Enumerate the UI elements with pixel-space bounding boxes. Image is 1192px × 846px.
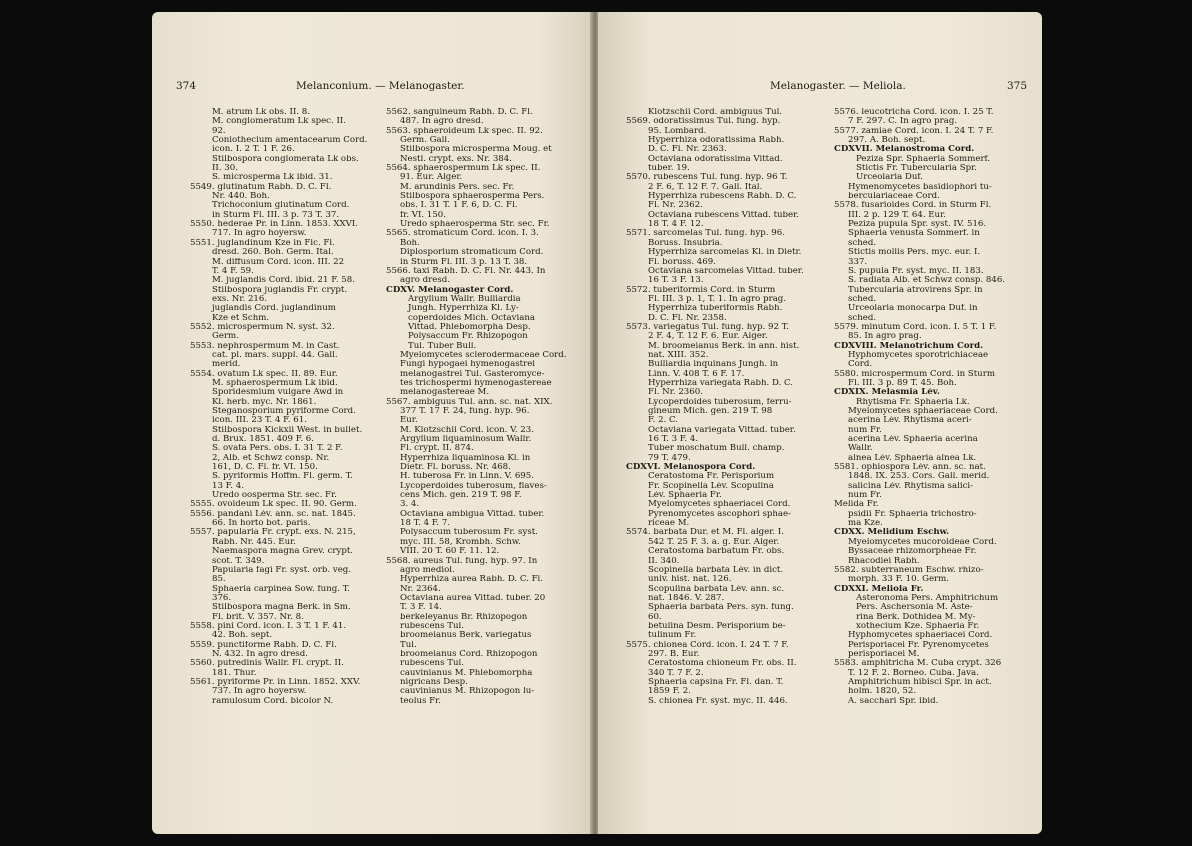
entry-line: 340 T. 7 F. 2. bbox=[648, 668, 704, 678]
entry-line: Vittad. Phlebomorpha Desp. bbox=[408, 322, 531, 332]
entry-line: Rhytisma Fr. Sphaeria Lk. bbox=[856, 397, 970, 407]
entry-line: agro dresd. bbox=[400, 276, 450, 286]
entry-line: Fl. brit. V. 357. Nr. 8. bbox=[212, 612, 304, 622]
entry-line: Fl. III. 3 p. 89 T. 45. Boh. bbox=[848, 378, 957, 388]
entry-line: N. 432. In agro dresd. bbox=[212, 649, 308, 659]
entry-line: Asteronoma Pers. Amphitrichum bbox=[856, 593, 999, 603]
entry-line: Fl. III. 3 p. 1, T. 1. In agro prag. bbox=[648, 294, 787, 304]
entry-line: 376. bbox=[212, 593, 232, 603]
entry-line: Argylium liquaminosum Wallr. bbox=[400, 435, 532, 445]
entry-line: 5581. ophiospora Lév. ann. sc. nat. bbox=[834, 463, 986, 473]
entry-line: 5557. papularia Fr. crypt. exs. N. 215, bbox=[190, 528, 356, 538]
entry-line: berculariaceae Cord. bbox=[848, 192, 940, 202]
entry-line: d. Brux. 1851. 409 F. 6. bbox=[212, 435, 314, 445]
entry-line: nigricans Desp. bbox=[400, 677, 468, 687]
entry-line: xothecium Kze. Sphaeria Fr. bbox=[856, 621, 980, 631]
entry-line: 5564. sphaerospermum Lk spec. II. bbox=[386, 164, 541, 174]
entry-line: merid. bbox=[212, 360, 241, 370]
entry-line: 3. 4. bbox=[400, 500, 420, 510]
entry-line: 5575. chionea Cord. icon. I. 24 T. 7 F. bbox=[626, 640, 789, 650]
entry-line: coperdoides Mich. Octaviana bbox=[408, 313, 536, 323]
entry-line: Kze et Schm. bbox=[212, 313, 270, 323]
entry-line: juglandis Cord. juglandinum bbox=[212, 304, 336, 314]
entry-line: 18 T. 4 F. 7. bbox=[400, 519, 451, 529]
entry-line: S. ovata Pers. obs. I. 31 T. 2 F. bbox=[212, 444, 343, 454]
entry-line: Tuber moschatum Bull. champ. bbox=[648, 444, 785, 454]
entry-line: Hyperrhiza sarcomelas Kl. in Dietr. bbox=[648, 248, 802, 258]
entry-line: rubescens Tul. bbox=[400, 659, 464, 669]
entry-line: broomeianus Berk. variegatus bbox=[400, 631, 532, 641]
entry-line: 5561. pyriforme Pr. in Linn. 1852. XXV. bbox=[190, 677, 361, 687]
entry-line: Polysaccum tuberosum Fr. syst. bbox=[400, 528, 538, 538]
entry-line: 5576. leucotricha Cord. icon. I. 25 T. bbox=[834, 108, 994, 117]
entry-line: teolus Fr. bbox=[400, 696, 441, 706]
entry-line: M. broomeianus Berk. in ann. hist. bbox=[648, 341, 800, 351]
entry-line: 5555. ovoideum Lk spec. II. 90. Germ. bbox=[190, 500, 357, 510]
entry-line: 5551. juglandinum Kze in Flc. Fl. bbox=[190, 238, 335, 248]
entry-line: Sphaeria barbata Pers. syn. fung. bbox=[648, 603, 794, 613]
entry-line: D. C. Fl. Nr. 2358. bbox=[648, 313, 727, 323]
entry-line: 5578. fusarioides Cord. in Sturm Fl. bbox=[834, 201, 992, 211]
entry-line: Sporidesmium vulgare Awd in bbox=[212, 388, 344, 398]
entry-line: Hyphomycetes sphaeriacei Cord. bbox=[848, 631, 993, 641]
entry-line: Urceolaria monocarpa Duf. in bbox=[848, 304, 978, 314]
entry-line: Scopulina barbata Lév. ann. sc. bbox=[648, 584, 785, 594]
entry-line: nat. 1846. V. 287. bbox=[648, 593, 725, 603]
entry-line: cat. pl. mars. suppl. 44. Gall. bbox=[212, 350, 338, 360]
entry-line: Octaviana odoratissima Vittad. bbox=[648, 154, 783, 164]
entry-line: acerina Lév. Sphaeria acerina bbox=[848, 435, 978, 445]
entry-line: 161, D. C. Fl. fr. VI. 150. bbox=[212, 463, 318, 473]
entry-line: 5582. subterraneum Eschw. rhizo- bbox=[834, 565, 984, 575]
right-page bbox=[598, 12, 1042, 834]
entry-line: Cord. bbox=[848, 360, 873, 370]
entry-line: Boh. bbox=[400, 238, 420, 248]
entry-line: myc. III. 58, Krombh. Schw. bbox=[400, 537, 521, 547]
entry-line: II. 340. bbox=[648, 556, 680, 566]
right-page-header-title: Melanogaster. — Meliola. bbox=[770, 80, 906, 92]
entry-line: CDXXI. Meliola Fr. bbox=[834, 584, 924, 594]
entry-line: Rabh. Nr. 445. Eur. bbox=[212, 537, 297, 547]
entry-line: 16 T. 3 F. 4. bbox=[648, 435, 699, 445]
entry-line: 5562. sanguineum Rabh. D. C. Fl. bbox=[386, 108, 533, 117]
entry-line: Melida Fr. bbox=[834, 500, 879, 510]
entry-line: 5574. barbata Dur. et M. Fl. alger. I. bbox=[626, 528, 784, 538]
left-page-header-title: Melanconium. — Melanogaster. bbox=[296, 80, 465, 92]
entry-line: Myelomycetes sclerodermaceae Cord. bbox=[400, 350, 567, 360]
entry-line: Stilbospora sphaerosperma Pers. bbox=[400, 192, 545, 202]
entry-line: Kl. herb. myc. Nr. 1861. bbox=[212, 397, 317, 407]
entry-line: 5563. sphaeroideum Lk spec. II. 92. bbox=[386, 126, 543, 136]
entry-line: 5570. rubescens Tul. fung. hyp. 96 T. bbox=[626, 173, 788, 183]
entry-line: Peziza pupula Spr. syst. IV. 516. bbox=[848, 220, 987, 230]
entry-line: 2 F. 4, T. 12 F. 6. Eur. Alger. bbox=[648, 332, 768, 342]
entry-line: Papularia fagi Fr. syst. orb. veg. bbox=[212, 565, 352, 575]
entry-line: Hyperrhiza tuberiformis Rabh. bbox=[648, 304, 783, 314]
entry-line: num Fr. bbox=[848, 491, 882, 501]
entry-line: CDXX. Melidium Eschw. bbox=[834, 528, 950, 538]
entry-line: Myelomycetes sphaeriacei Cord. bbox=[648, 500, 791, 510]
entry-line: Stilbospora magna Berk. in Sm. bbox=[212, 603, 351, 613]
book-spread bbox=[152, 12, 1042, 834]
entry-line: 5552. microspermum N. syst. 32. bbox=[190, 322, 335, 332]
entry-line: M. Klotzschii Cord. icon. V. 23. bbox=[400, 425, 534, 435]
entry-line: betulina Desm. Perisporium be- bbox=[648, 621, 786, 631]
entry-line: 5579. minutum Cord. icon. I. 5 T. 1 F. bbox=[834, 322, 997, 332]
entry-line: CDXVI. Melanospora Cord. bbox=[626, 463, 756, 473]
entry-line: exs. Nr. 216. bbox=[212, 294, 268, 304]
entry-line: 5583. amphitricha M. Cuba crypt. 326 bbox=[834, 659, 1002, 669]
entry-line: 5580. microspermum Cord. in Sturm bbox=[834, 369, 995, 379]
entry-line: M. sphaerospermum Lk ibid. bbox=[212, 378, 338, 388]
entry-line: cauvinianus M. Phlebomorpha bbox=[400, 668, 533, 678]
entry-line: 92. bbox=[212, 126, 226, 136]
entry-line: S. microsperma Lk ibid. 31. bbox=[212, 173, 333, 183]
entry-line: Lév. Sphaeria Fr. bbox=[648, 491, 722, 501]
entry-line: Fr. Scopinella Lév. Scopulina bbox=[648, 481, 774, 491]
entry-line: 737. In agro hoyersw. bbox=[212, 687, 307, 697]
entry-line: 85. In agro prag. bbox=[848, 332, 922, 342]
entry-line: 18 T. 4 F. 12. bbox=[648, 220, 704, 230]
entry-line: CDXVII. Melanostroma Cord. bbox=[834, 145, 975, 155]
entry-line: Boruss. Insubria. bbox=[648, 238, 723, 248]
entry-line: Amphitrichum hibisci Spr. in act. bbox=[848, 677, 992, 687]
entry-line: 5549. glutinatum Rabh. D. C. Fl. bbox=[190, 182, 332, 192]
entry-line: Fl. Nr. 2360. bbox=[648, 388, 703, 398]
entry-line: S. chionea Fr. syst. myc. II. 446. bbox=[648, 696, 788, 706]
entry-line: 5556. pandani Lév. ann. sc. nat. 1845. bbox=[190, 509, 356, 519]
entry-line: 5571. sarcomelas Tul. fung. hyp. 96. bbox=[626, 229, 785, 239]
entry-line: acerina Lév. Rhytisma aceri- bbox=[848, 416, 972, 426]
entry-line: Jungh. Hyperrhiza Kl. Ly- bbox=[408, 304, 519, 314]
entry-line: Linn. V. 408 T. 6 F. 17. bbox=[648, 369, 745, 379]
entry-line: agro mediol. bbox=[400, 565, 455, 575]
left-page bbox=[152, 12, 592, 834]
entry-line: 7 F. 297. C. In agro prag. bbox=[848, 117, 958, 127]
entry-line: 60. bbox=[648, 612, 662, 622]
entry-line: Trichoconium glutinatum Cord. bbox=[212, 201, 350, 211]
entry-line: 42. Boh. sept. bbox=[212, 631, 273, 641]
entry-line: Stilbospora juglandis Fr. crypt. bbox=[212, 285, 348, 295]
entry-line: Octaviana rubescens Vittad. tuber. bbox=[648, 210, 800, 220]
entry-line: melanogastereae M. bbox=[400, 388, 490, 398]
entry-line: perisporiacei M. bbox=[848, 649, 920, 659]
entry-line: Stilbospora microsperma Moug. et bbox=[400, 145, 552, 155]
entry-line: broomeianus Cord. Rhizopogon bbox=[400, 649, 538, 659]
entry-line: 66. In horto bot. paris. bbox=[212, 519, 311, 529]
entry-line: Hyphomycetes sporotrichiaceae bbox=[848, 350, 989, 360]
entry-line: 5550. hederae Pr. in Linn. 1853. XXVI. bbox=[190, 220, 358, 230]
entry-line: T. 3 F. 14. bbox=[400, 603, 442, 613]
entry-line: riceae M. bbox=[648, 519, 690, 529]
entry-line: 16 T. 3 F. 13. bbox=[648, 276, 704, 286]
entry-line: Tul. bbox=[400, 640, 417, 650]
right-page-number: 375 bbox=[1006, 80, 1027, 92]
entry-line: Fl. boruss. 469. bbox=[648, 257, 716, 267]
entry-line: T. 12 F. 2. Borneo. Cuba. Java. bbox=[848, 668, 979, 678]
entry-line: gineum Mich. gen. 219 T. 98 bbox=[648, 407, 773, 416]
entry-line: S. pupula Fr. syst. myc. II. 183. bbox=[848, 266, 984, 276]
entry-line: Nestl. crypt. exs. Nr. 384. bbox=[400, 154, 512, 164]
entry-line: Octaviana ambigua Vittad. tuber. bbox=[400, 509, 545, 519]
entry-line: 5565. stromaticum Cord. icon. I. 3. bbox=[386, 229, 539, 239]
entry-line: 5577. zamiae Cord. icon. I. 24 T. 7 F. bbox=[834, 126, 994, 136]
entry-line: 5559. punctiforme Rabh. D. C. Fl. bbox=[190, 640, 337, 650]
entry-line: tuber. 19. bbox=[648, 164, 690, 174]
entry-line: Hyperrhiza variegata Rabh. D. C. bbox=[648, 378, 794, 388]
entry-line: Stilbospora Kickxii West. in bullet. bbox=[212, 425, 363, 435]
entry-line: 5567. ambiguus Tul. ann. sc. nat. XIX. bbox=[386, 397, 553, 407]
entry-line: Ceratostoma Fr. Perisporium bbox=[648, 472, 775, 482]
entry-line: Ceratostoma barbatum Fr. obs. bbox=[648, 547, 785, 557]
entry-line: Ceratostoma chioneum Fr. obs. II. bbox=[648, 659, 797, 669]
entry-line: II. 30. bbox=[212, 164, 238, 174]
entry-line: icon. III. 23 T. 4 F. 61. bbox=[212, 416, 307, 426]
entry-line: psidii Fr. Sphaeria trichostro- bbox=[848, 509, 977, 519]
entry-line: 95. Lombard. bbox=[648, 126, 707, 136]
entry-line: CDXV. Melanogaster Cord. bbox=[386, 285, 514, 295]
entry-line: 5553. nephrospermum M. in Cast. bbox=[190, 341, 340, 351]
entry-line: icon. I. 2 T. 1 F. 26. bbox=[212, 145, 295, 155]
entry-line: Hyperrhiza liquaminosa Kl. in bbox=[400, 453, 531, 463]
right-column-2 bbox=[834, 108, 1028, 706]
entry-line: Sphaeria carpinea Sow. fung. T. bbox=[212, 584, 350, 594]
entry-line: cens Mich. gen. 219 T. 98 F. bbox=[400, 491, 522, 501]
entry-line: Stilbospora conglomerata Lk obs. bbox=[212, 154, 359, 164]
entry-line: Uredo sphaerosperma Str. sec. Fr. bbox=[400, 220, 550, 230]
entry-line: Bulliardia inquinans Jungh. in bbox=[648, 360, 779, 370]
entry-line: Stictis Fr. Tubercularia Spr. bbox=[856, 164, 978, 174]
entry-line: Tul. Tuber Bull. bbox=[408, 341, 477, 351]
entry-line: Fungi hypogaei hymenogastrei bbox=[400, 360, 536, 370]
entry-line: Germ. Gall. bbox=[400, 136, 450, 146]
entry-line: Pyrenomycetes ascophori sphae- bbox=[648, 509, 792, 519]
entry-line: M. arundinis Pers. sec. Fr. bbox=[400, 182, 515, 192]
entry-line: Sphaeria venusta Sommerf. in bbox=[848, 229, 980, 239]
entry-line: 5558. pini Cord. icon. I. 3 T. 1 F. 41. bbox=[190, 621, 347, 631]
entry-line: morph. 33 F. 10. Germ. bbox=[848, 575, 950, 585]
entry-line: M. atrum Lk obs. II. 8. bbox=[212, 108, 311, 117]
left-page-header bbox=[176, 80, 571, 92]
entry-line: M. juglandis Cord. ibid. 21 F. 58. bbox=[212, 276, 355, 286]
entry-line: Steganosporium pyriforme Cord. bbox=[212, 407, 356, 416]
entry-line: Hyperrhiza odoratissima Rabh. bbox=[648, 136, 785, 146]
entry-line: Scopinella barbata Lév. in dict. bbox=[648, 565, 784, 575]
entry-line: 542 T. 25 F. 3. a. g. Eur. Alger. bbox=[648, 537, 780, 547]
entry-line: 5569. odoratissimus Tul. fung. hyp. bbox=[626, 117, 781, 127]
entry-line: Klotzschii Cord. ambiguus Tul. bbox=[648, 108, 783, 117]
entry-line: 5573. variegatus Tul. fung. hyp. 92 T. bbox=[626, 322, 789, 332]
entry-line: Lycoperdoides tuberosum, ferru- bbox=[648, 397, 792, 407]
entry-line: Perisporiacei Fr. Pyrenomycetes bbox=[848, 640, 989, 650]
entry-line: Tubercularia atrovirens Spr. in bbox=[848, 285, 983, 295]
entry-line: tulinum Fr. bbox=[648, 631, 697, 641]
entry-line: 487. In agro dresd. bbox=[400, 117, 484, 127]
entry-line: Dietr. Fl. boruss. Nr. 468. bbox=[400, 463, 511, 473]
entry-line: 2, Alb. et Schwz consp. Nr. bbox=[212, 453, 330, 463]
entry-line: Byssaceae rhizomorpheae Fr. bbox=[848, 547, 977, 557]
entry-line: 1859 F. 2. bbox=[648, 687, 691, 697]
entry-line: M. conglomeratum Lk spec. II. bbox=[212, 117, 346, 127]
entry-line: T. 4 F. 59. bbox=[212, 266, 254, 276]
entry-line: 5568. aureus Tul. fung. hyp. 97. In bbox=[386, 556, 538, 566]
entry-line: scot. T. 349. bbox=[212, 556, 265, 566]
entry-line: CDXVIII. Melanotrichum Cord. bbox=[834, 341, 984, 351]
entry-line: Pers. Aschersonia M. Aste- bbox=[856, 603, 973, 613]
entry-line: Octaviana variegata Vittad. tuber. bbox=[648, 425, 796, 435]
entry-line: 181. Thur. bbox=[212, 668, 257, 678]
entry-line: 5554. ovatum Lk spec. II. 89. Eur. bbox=[190, 369, 338, 379]
entry-line: Peziza Spr. Sphaeria Sommerf. bbox=[856, 154, 991, 164]
entry-line: univ. hist. nat. 126. bbox=[648, 575, 732, 585]
entry-line: CDXIX. Melasmia Lév. bbox=[834, 388, 940, 398]
entry-line: Fl. Nr. 2362. bbox=[648, 201, 703, 211]
entry-line: Diplosporium stromaticum Cord. bbox=[400, 248, 544, 258]
entry-line: Hymenomycetes basidiophori tu- bbox=[848, 182, 992, 192]
entry-line: holm. 1820, 52. bbox=[848, 687, 917, 697]
entry-line: Eur. bbox=[400, 416, 418, 426]
entry-line: S. pyriformis Hoffm. Fl. germ. T. bbox=[212, 472, 353, 482]
entry-line: Wallr. bbox=[848, 444, 873, 454]
entry-line: A. sacchari Spr. ibid. bbox=[848, 696, 939, 706]
entry-line: 13 F. 4. bbox=[212, 481, 244, 491]
entry-line: sched. bbox=[848, 313, 877, 323]
entry-line: berkeleyanus Br. Rhizopogon bbox=[400, 612, 528, 622]
entry-line: Coniothecium amentacearum Cord. bbox=[212, 136, 368, 146]
entry-line: in Sturm Fl. III. 3 p. 13 T. 38. bbox=[400, 257, 528, 267]
entry-line: D. C. Fl. Nr. 2363. bbox=[648, 145, 727, 155]
entry-line: Hyperrhiza aurea Rabh. D. C. Fl. bbox=[400, 575, 544, 585]
entry-line: 79 T. 479. bbox=[648, 453, 691, 463]
entry-line: nat. XIII. 352. bbox=[648, 350, 709, 360]
entry-line: 5560. putredinis Wallr. Fl. crypt. II. bbox=[190, 659, 344, 669]
entry-line: sched. bbox=[848, 294, 877, 304]
entry-line: 5572. tuberiformis Cord. in Sturm bbox=[626, 285, 776, 295]
entry-line: Hyperrhiza rubescens Rabh. D. C. bbox=[648, 192, 797, 202]
entry-line: Myelomycetes mucoroideae Cord. bbox=[848, 537, 997, 547]
entry-line: Urceolaria Duf. bbox=[856, 173, 924, 183]
entry-line: 91. Eur. Alger. bbox=[400, 173, 463, 183]
entry-line: H. tuberosa Fr. in Linn. V. 695. bbox=[400, 472, 534, 482]
entry-line: in Sturm Fl. III. 3 p. 73 T. 37. bbox=[212, 210, 340, 220]
entry-line: Lycoperdoides tuberosum, flaves- bbox=[400, 481, 547, 491]
left-column-1 bbox=[190, 108, 380, 706]
entry-line: Argylium Wallr. Bulliardia bbox=[408, 294, 521, 304]
entry-line: Stictis mollis Pers. myc. eur. I. bbox=[848, 248, 981, 258]
entry-line: S. radiata Alb. et Schwz consp. 846. bbox=[848, 276, 1006, 286]
entry-line: Octaviana aurea Vittad. tuber. 20 bbox=[400, 593, 546, 603]
entry-line: 377 T. 17 F. 24, fung. hyp. 96. bbox=[400, 407, 530, 416]
entry-line: Uredo oosperma Str. sec. Fr. bbox=[212, 491, 337, 501]
entry-line: 2 F. 6, T. 12 F. 7. Gall. Ital. bbox=[648, 182, 763, 192]
entry-line: 1848. IX. 253. Cors. Gall. merid. bbox=[848, 472, 990, 482]
entry-line: VIII. 20 T. 60 F. 11. 12. bbox=[400, 547, 500, 557]
entry-line: melanogastrei Tul. Gasteromyce- bbox=[400, 369, 545, 379]
entry-line: 85. bbox=[212, 575, 226, 585]
entry-line: fr. VI. 150. bbox=[400, 210, 447, 220]
entry-line: alnea Lév. Sphaeria alnea Lk. bbox=[848, 453, 977, 463]
entry-line: Fl. crypt. II. 874. bbox=[400, 444, 474, 454]
entry-line: Polysaccum Fr. Rhizopogon bbox=[408, 332, 528, 342]
right-column-1 bbox=[626, 108, 824, 706]
entry-line: rubescens Tul. bbox=[400, 621, 464, 631]
entry-line: Nr. 440. Boh. bbox=[212, 192, 270, 202]
entry-line: sched. bbox=[848, 238, 877, 248]
entry-line: 297. A. Boh. sept. bbox=[848, 136, 926, 146]
entry-line: Germ. bbox=[212, 332, 239, 342]
entry-line: Octaviana sarcomelas Vittad. tuber. bbox=[648, 266, 804, 276]
entry-line: 717. In agro hoyersw. bbox=[212, 229, 307, 239]
entry-line: rina Berk. Dothidea M. My- bbox=[856, 612, 976, 622]
entry-line: 5566. taxi Rabh. D. C. Fl. Nr. 443. In bbox=[386, 266, 546, 276]
entry-line: M. diffusum Cord. icon. III. 22 bbox=[212, 257, 345, 267]
entry-line: Sphaeria capsina Fr. Fl. dan. T. bbox=[648, 677, 784, 687]
entry-line: III. 2 p. 129 T. 64. Eur. bbox=[848, 210, 946, 220]
entry-line: obs. I. 31 T. 1 F. 6, D. C. Fl. bbox=[400, 201, 518, 211]
entry-line: cauvinianus M. Rhizopogon lu- bbox=[400, 687, 535, 697]
entry-line: Nr. 2364. bbox=[400, 584, 441, 594]
entry-line: F. 2. C. bbox=[648, 416, 679, 426]
entry-line: ma Kze. bbox=[848, 519, 883, 529]
left-column-2 bbox=[386, 108, 580, 706]
entry-line: salicina Lév. Rhytisma salici- bbox=[848, 481, 974, 491]
entry-line: Myelomycetes sphaeriaceae Cord. bbox=[848, 407, 998, 416]
entry-line: Rhacodiei Rabh. bbox=[848, 556, 920, 566]
entry-line: ramulosum Cord. bicolor N. bbox=[212, 696, 334, 706]
left-page-number: 374 bbox=[176, 80, 197, 92]
entry-line: 337. bbox=[848, 257, 868, 267]
entry-line: tes trichospermi hymenogastereae bbox=[400, 378, 552, 388]
entry-line: num Fr. bbox=[848, 425, 882, 435]
entry-line: dresd. 260. Boh. Germ. Ital. bbox=[212, 248, 334, 258]
entry-line: 297. B. Eur. bbox=[648, 649, 700, 659]
entry-line: Naemaspora magna Grev. crypt. bbox=[212, 547, 354, 557]
